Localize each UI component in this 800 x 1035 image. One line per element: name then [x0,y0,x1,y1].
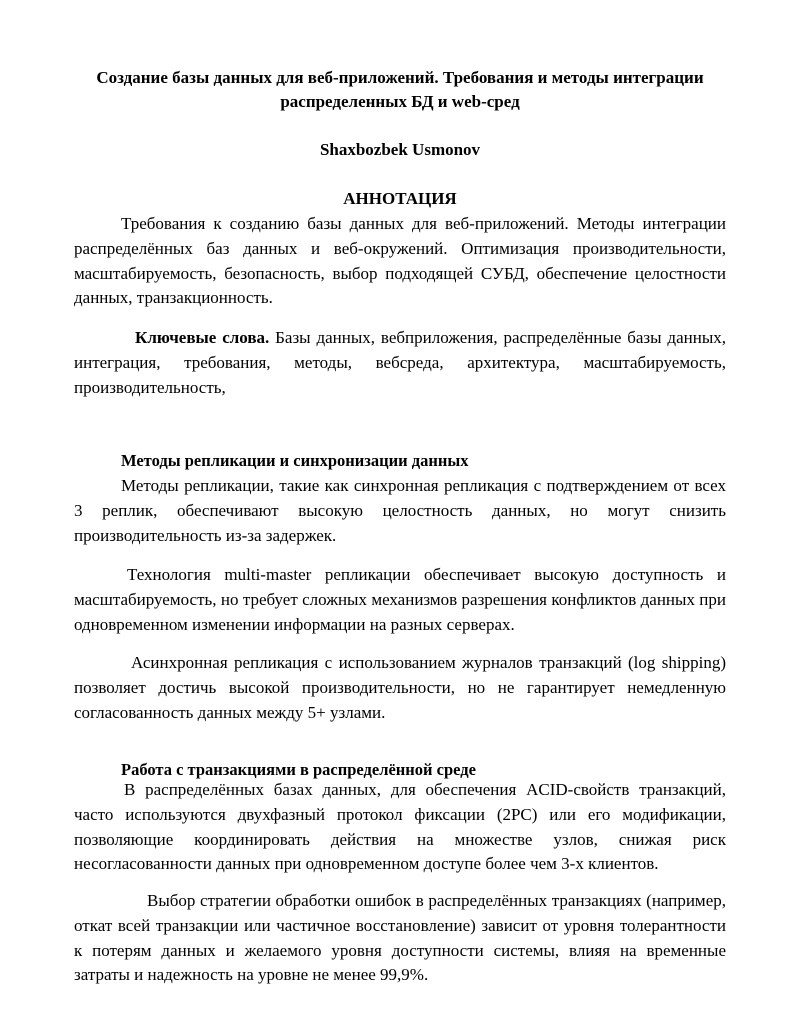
document-title: Создание базы данных для веб-приложений. Требования и методы интеграции распределенных БД и web-сред [96,68,704,111]
section-1-paragraph-3: Асинхронная репликация с использованием журналов транзакций (log shipping) позволяет достичь высокой производительности, но не гарантирует немедленную согласованность данных между 5+ узлами. [74,653,726,722]
abstract-heading: АННОТАЦИЯ [343,189,457,208]
keywords-label: Ключевые слова. [135,328,270,347]
keywords-text: Базы данных, вебприложения, распределённые базы данных, интеграция, требования, методы, вебсреда, архитектура, масштабируемость, производительность, [74,328,726,397]
document-author: Shaxbozbek Usmonov [319,140,481,159]
section-2-paragraph-2: Выбор стратегии обработки ошибок в распределённых транзакциях (например, откат всей транзакции или частичное восстановление) зависит от уровня толерантности к потерям данных и желаемого уровня доступности системы, влияя на временные затраты и надежность на уровне не менее 99,9%. [74,891,726,985]
section-heading-replication: Методы репликации и синхронизации данных [121,451,469,470]
abstract-text: Требования к созданию базы данных для веб-приложений. Методы интеграции распределённых баз данных и веб-окружений. Оптимизация производительности, масштабируемость, безопасность, выбор подходящей СУБД, обеспечение целостности данных, транзакционность. [74,214,726,308]
section-heading-transactions: Работа с транзакциями в распределённой среде [121,760,476,779]
section-1-paragraph-2: Технология multi-master репликации обеспечивает высокую доступность и масштабируемость, но требует сложных механизмов разрешения конфликтов данных при одновременном изменении информации на разных серверах. [74,565,726,634]
keywords-paragraph [74,326,726,400]
section-2-paragraph-1: В распределённых базах данных, для обеспечения ACID-свойств транзакций, часто используются двухфазный протокол фиксации (2PC) или его модификации, позволяющие координировать действия на множестве узлов, снижая риск несогласованности данных при одновременном доступе более чем 3-х клиентов. [74,780,726,874]
section-1-paragraph-1: Методы репликации, такие как синхронная репликация с подтверждением от всех 3 реплик, обеспечивают высокую целостность данных, но могут снизить производительность из-за задержек. [74,476,726,545]
